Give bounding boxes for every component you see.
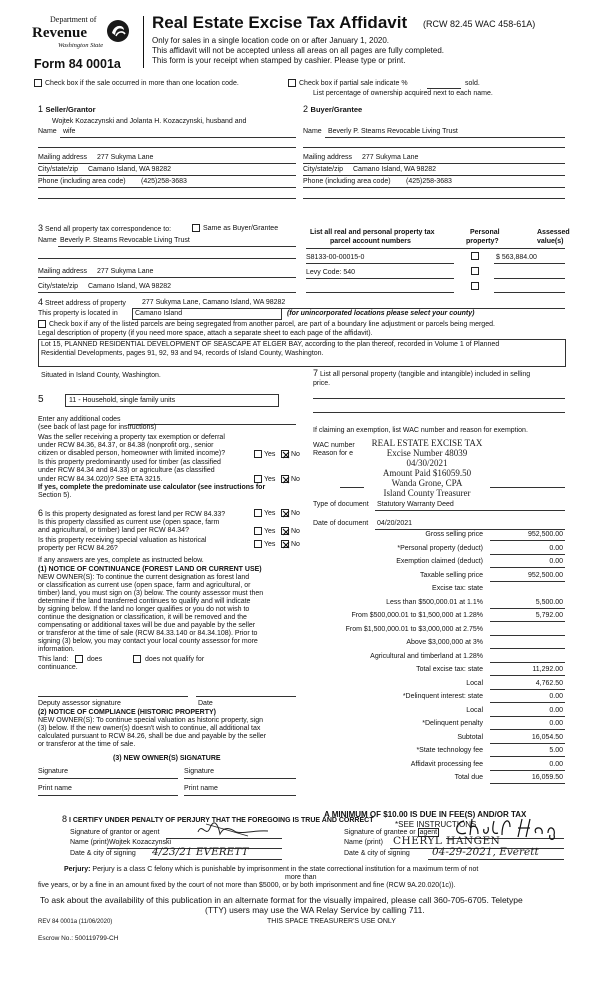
s3-name-value[interactable]: Beverly P. Stearns Revocable Living Trust (60, 237, 190, 244)
section3-heading: 3 Send all property tax correspondence to: (38, 223, 172, 233)
n2-l3: or transferor at the time of sale. (38, 741, 136, 748)
calc-value[interactable]: 11,292.00 (532, 666, 563, 673)
perjury-line3: five years, or by a fine in an amount fixed by the court of not more than $5000, or by both imprisonment and fine (RCW 9A.20.020(1c)). (38, 882, 456, 889)
seller-city-label: City/state/zip (38, 166, 79, 173)
rev-label: REV 84 0001a (11/06/2020) (38, 919, 113, 925)
q2e: Section 5). (38, 492, 72, 499)
grantor-signature-icon (196, 820, 270, 840)
land-does-checkbox[interactable] (75, 655, 83, 663)
notice1-heading: (1) NOTICE OF CONTINUANCE (FOREST LAND OR CURRENT USE) (38, 566, 262, 573)
location-select[interactable] (132, 308, 282, 320)
check-icon (282, 510, 290, 518)
buyer-heading: 2 Buyer/Grantee (303, 104, 363, 114)
q2b: under RCW 84.34 and 84.33) or agriculture (as classified (38, 467, 215, 474)
swirl-logo-icon (106, 18, 130, 44)
calc-label: Taxable selling price (419, 571, 483, 579)
s3-mail-label: Mailing address (38, 268, 88, 275)
certify-heading: 8 I CERTIFY UNDER PENALTY OF PERJURY THAT THE FOREGOING IS TRUE AND CORRECT (62, 814, 374, 824)
see-instructions: *SEE INSTRUCTIONS (395, 820, 477, 829)
check-icon (282, 541, 290, 549)
doc-date-label: Date of document (313, 520, 369, 527)
forest-no-label: No (291, 510, 300, 517)
calc-label: Subtotal (457, 733, 483, 741)
seller-phone-label: Phone (including area code) (38, 178, 126, 185)
partial-percent-field[interactable] (427, 88, 461, 89)
grantor-date-value[interactable]: 4/23/21 EVERETT (152, 846, 249, 858)
legal-line1: Lot 15, PLANNED RESIDENTIAL DEVELOPMENT OF SEASCAPE AT ELGER BAY, according to the plan thereof, recorded in Volume 1 of Planned (41, 341, 500, 348)
s6-q2a: Is this property classified as current use (open space, farm (38, 519, 220, 526)
s3-city-label: City/state/zip (38, 283, 79, 290)
n1-l1: or classification as current use (open space, farm and agricultural, or (38, 582, 251, 589)
personal-2-checkbox[interactable] (471, 267, 479, 275)
segregated-checkbox[interactable] (38, 320, 46, 328)
calc-value[interactable]: 5,792.00 (535, 612, 563, 619)
n2-l2: calculated pursuant to RCW 84.26, shall be due and payable by the seller (38, 733, 267, 740)
timber-no-checkbox[interactable] (281, 475, 289, 483)
this-land-label: This land: (38, 656, 69, 663)
parcel-1[interactable]: S8133-00-00015-0 (306, 254, 365, 261)
calc-label: From $1,500,000.01 to $3,000,000 at 2.75% (345, 625, 483, 633)
calc-label: Above $3,000,000 at 3% (406, 639, 483, 646)
land-use-select[interactable] (65, 394, 279, 407)
multi-location-checkbox[interactable] (34, 79, 42, 87)
perjury-line1: Perjury: Perjury is a class C felony which is punishable by imprisonment in the state correctional institution for a maximum term of not (64, 866, 479, 873)
stamp-l1: Excise Number 48039 (386, 448, 468, 458)
doc-date-value[interactable]: 04/20/2021 (377, 520, 413, 527)
s6-q2b: and agricultural, or timber) land per RCW 84.34? (38, 527, 189, 534)
calc-value[interactable]: 952,500.00 (527, 571, 563, 579)
seller-phone-value[interactable]: (425)258-3683 (141, 178, 187, 185)
grantor-sig-label: Signature of grantor or agent (70, 829, 160, 836)
ask-line2: (TTY) users may use the WA Relay Service by calling 711. (205, 905, 425, 915)
treasurer-use-label: THIS SPACE TREASURER'S USE ONLY (267, 918, 396, 925)
assessed-1[interactable]: $ 563,884.00 (496, 254, 537, 261)
partial-sale-checkbox[interactable] (288, 79, 296, 87)
seller-mail-value[interactable]: 277 Sukyma Lane (97, 154, 154, 161)
historic-yes-label: Yes (264, 541, 276, 548)
deputy-label: Deputy assessor signature (38, 700, 121, 707)
perjury-line2: more than (285, 874, 317, 881)
forest-yes-checkbox[interactable] (254, 509, 262, 517)
treasurer-stamp (358, 438, 496, 498)
calc-value[interactable]: 5,500.00 (535, 598, 563, 606)
calc-label: Excise tax: state (432, 585, 483, 592)
check-icon (282, 451, 290, 459)
check-icon (282, 528, 290, 536)
exempt-yes-label: Yes (264, 451, 276, 458)
calc-label: Local (466, 706, 483, 714)
timber-yes-checkbox[interactable] (254, 475, 262, 483)
land-use-value: 11 - Household, single family units (69, 396, 176, 404)
legal-label: Legal description of property (if you need more space, attach a separate sheet to each page of the affidavit). (38, 330, 373, 337)
escrow-number: Escrow No.: 500119799-CH (38, 935, 119, 942)
grantee-name-value[interactable]: CHERYL HANGEN (393, 835, 501, 847)
calc-label: *Delinquent interest: state (402, 693, 483, 700)
grantee-date-value[interactable]: 04-29-2021, Everett (432, 846, 539, 858)
stamp-l4: Wanda Grone, CPA (391, 478, 463, 488)
land-does-not-checkbox[interactable] (133, 655, 141, 663)
current-use-no-checkbox[interactable] (281, 527, 289, 535)
grantee-name-label: Name (print) (344, 839, 383, 846)
timber-no-label: No (291, 476, 300, 483)
segregated-label: Check box if any of the listed parcels are being segregated from another parcel, are part of a boundary line adjustment or parcels being merged. (49, 321, 495, 328)
reason-label: Reason for e (313, 450, 354, 457)
timber-yes-label: Yes (264, 476, 276, 483)
codes-label2: (see back of last page for instructions) (38, 424, 157, 431)
seller-city-value[interactable]: Camano Island, WA 98282 (88, 166, 172, 173)
calc-value[interactable]: 0.00 (549, 558, 563, 565)
buyer-mail-value[interactable]: 277 Sukyma Lane (362, 154, 419, 161)
form-number: Form 84 0001a (34, 57, 121, 71)
n1-l4: by signing below. If the land no longer qualifies or you do not wish to (38, 606, 250, 613)
calc-label: Exemption claimed (deduct) (396, 558, 483, 565)
calc-value[interactable]: 0.00 (549, 760, 563, 768)
calc-value[interactable]: 16,059.50 (531, 774, 563, 781)
partial-list-label: List percentage of ownership acquired next to each name. (313, 90, 493, 97)
calc-value[interactable]: 4,762.50 (535, 679, 563, 687)
levy-code[interactable]: Levy Code: 540 (306, 269, 356, 276)
same-as-buyer-label: Same as Buyer/Grantee (203, 225, 279, 232)
dor-logo (32, 14, 142, 58)
s6-instr: If any answers are yes, complete as instructed below. (38, 557, 204, 564)
parcel-head2: parcel account numbers (330, 238, 411, 245)
personal-head2: property? (466, 238, 499, 245)
form-title: Real Estate Excise Tax Affidavit (152, 13, 408, 32)
calc-value[interactable]: 0.00 (549, 693, 563, 700)
buyer-city-label: City/state/zip (303, 166, 344, 173)
located-label: This property is located in (38, 310, 118, 317)
wac-label: WAC number (313, 442, 355, 449)
exempt-yes-checkbox[interactable] (254, 450, 262, 458)
current-use-yes-label: Yes (264, 528, 276, 535)
exempt-no-checkbox[interactable] (281, 450, 289, 458)
calc-label: Affidavit processing fee (410, 760, 483, 768)
n1-l7: or transferor at the time of sale (RCW 84.33.140 or 84.34.108). Prior to (38, 630, 258, 637)
grantee-date-label: Date & city of signing (344, 850, 410, 857)
seller-mail-label: Mailing address (38, 154, 88, 161)
deputy-date-label: Date (198, 700, 213, 707)
forest-no-checkbox[interactable] (281, 509, 289, 517)
buyer-name-value[interactable]: Beverly P. Stearns Revocable Living Trust (328, 128, 458, 135)
minimum-note: A MINIMUM OF $10.00 IS DUE IN FEE(S) AND/OR TAX (324, 810, 527, 819)
s6-q3b: property per RCW 84.26? (38, 545, 118, 552)
grantee-sig-label: Signature of grantee or agent (344, 829, 438, 836)
multi-location-label: Check box if the sale occurred in more than one location code. (45, 80, 239, 87)
stamp-l0: REAL ESTATE EXCISE TAX (371, 438, 483, 448)
q2d: If yes, complete the predominate use calculator (see instructions for (38, 484, 266, 491)
land-does-not-label: does not qualify for (145, 656, 205, 663)
personal-head: Personal (470, 229, 500, 236)
s6-q1: 6 Is this property designated as forest land per RCW 84.33? (38, 508, 226, 518)
grantor-date-label: Date & city of signing (70, 850, 136, 857)
calc-label: Local (466, 679, 483, 687)
seller-name-value[interactable]: wife (63, 128, 76, 135)
s3-city-value[interactable]: Camano Island, WA 98282 (88, 283, 172, 290)
assessed-head2: value(s) (537, 238, 564, 245)
unincorporated-note: (for unincorporated locations please select your county) (287, 310, 475, 317)
calc-label: Total due (454, 774, 483, 781)
n1-l6: compensating or additional taxes will be due and payable by the seller (38, 622, 256, 629)
owner-print1-label: Print name (38, 785, 72, 792)
calc-label: Gross selling price (425, 531, 483, 538)
location-select-value: Camano Island (135, 310, 183, 317)
calc-label: Less than $500,000.01 at 1.1% (386, 598, 483, 606)
seller-name-line1: Wojtek Kozaczynski and Jolanta H. Kozaczynski, husband and (52, 118, 247, 125)
calc-label: *State technology fee (416, 747, 483, 754)
ask-line1: To ask about the availability of this publication in an alternate format for the visually impaired, please call 360-705-6705. Teletype (40, 895, 523, 905)
street-label: 4 Street address of property (38, 297, 126, 307)
codes-label: Enter any additional codes (38, 416, 121, 423)
owner-sig2-label: Signature (184, 768, 214, 775)
logo-state: Washington State (58, 42, 104, 49)
calc-value[interactable]: 0.00 (549, 544, 563, 552)
stamp-l5: Island County Treasurer (383, 488, 471, 498)
stamp-l3: Amount Paid $16059.50 (382, 468, 472, 478)
calc-label: Agricultural and timberland at 1.28% (370, 652, 483, 660)
buyer-mail-label: Mailing address (303, 154, 353, 161)
q1a: Was the seller receiving a property tax exemption or deferral (38, 434, 225, 441)
q1b: under RCW 84.36, 84.37, or 84.38 (nonprofit org., senior (38, 442, 214, 449)
q2a: Is this property predominantly used for timber (as classified (38, 459, 221, 466)
n1-l5: continue the designation or classification, it will be removed and the (38, 614, 247, 621)
calculation-table (300, 531, 565, 815)
q1c: citizen or disabled person, homeowner with limited income)? (38, 450, 226, 457)
exempt-label: If claiming an exemption, list WAC number and reason for exemption. (313, 427, 528, 434)
n1-l3: determine if the land transferred continues to qualify and will indicate (38, 598, 251, 605)
n1-l9: information. (38, 646, 75, 653)
q2c: under RCW 84.34.020)? See ETA 3215. (38, 476, 163, 483)
n2-l1: (3) below. If the new owner(s) doesn't wish to continue, all additional tax (38, 725, 261, 732)
owner-print2-label: Print name (184, 785, 218, 792)
calc-value[interactable]: 952,500.00 (527, 531, 563, 538)
logo-dept: Department of (50, 15, 97, 24)
buyer-phone-label: Phone (including area code) (303, 178, 391, 185)
header-sub1: Only for sales in a single location code on or after January 1, 2020. (152, 36, 390, 45)
check-icon (282, 476, 290, 484)
personal-1-checkbox[interactable] (471, 252, 479, 260)
stamp-l2: 04/30/2021 (406, 458, 448, 468)
doc-type-value[interactable]: Statutory Warranty Deed (377, 501, 454, 508)
parcel-head: List all real and personal property tax (310, 229, 435, 236)
s3-name-label: Name (38, 237, 57, 244)
calc-label: *Personal property (deduct) (397, 544, 483, 552)
s3-mail-value[interactable]: 277 Sukyma Lane (97, 268, 154, 275)
doc-type-label: Type of document (313, 501, 369, 508)
form-rcw: (RCW 82.45 WAC 458-61A) (423, 19, 536, 29)
current-use-no-label: No (291, 528, 300, 535)
notice3-heading: (3) NEW OWNER(S) SIGNATURE (113, 755, 221, 762)
historic-yes-checkbox[interactable] (254, 540, 262, 548)
n1-l8: signing (3) below, you may contact your local county assessor for more (38, 638, 258, 645)
n1-l0: NEW OWNER(S): To continue the current designation as forest land (38, 574, 250, 581)
s7-heading2: price. (313, 380, 331, 387)
legal-line2: Residential Developments, pages 91, 92, 93 and 94, records of Island County, Washington. (41, 350, 324, 357)
current-use-yes-checkbox[interactable] (254, 527, 262, 535)
owner-sig1-label: Signature (38, 768, 68, 775)
logo-revenue: Revenue (32, 25, 87, 41)
buyer-city-value[interactable]: Camano Island, WA 98282 (353, 166, 437, 173)
s7-heading: 7 List all personal property (tangible and intangible) included in selling (313, 368, 531, 378)
legal-line3: Situated in Island County, Washington. (41, 372, 161, 379)
continuance-label: continuance. (38, 664, 78, 671)
calc-value[interactable]: 5.00 (549, 747, 563, 754)
buyer-phone-value[interactable]: (425)258-3683 (406, 178, 452, 185)
same-as-buyer-checkbox[interactable] (192, 224, 200, 232)
grantor-name-value[interactable]: Wojtek Kozaczynski (109, 839, 172, 846)
calc-value[interactable]: 0.00 (549, 706, 563, 714)
s6-q3a: Is this property receiving special valuation as historical (38, 537, 207, 544)
calc-label: Total excise tax: state (416, 666, 483, 673)
historic-no-checkbox[interactable] (281, 540, 289, 548)
seller-heading: 1 Seller/Grantor (38, 104, 96, 114)
partial-sold-label: sold. (465, 80, 480, 87)
seller-name-label: Name (38, 128, 57, 135)
n2-l0: NEW OWNER(S): To continue special valuation as historic property, sign (38, 717, 263, 724)
forest-yes-label: Yes (264, 510, 276, 517)
land-does-label: does (87, 656, 103, 663)
assessed-head: Assessed (537, 229, 570, 236)
header-sub3: This form is your receipt when stamped by cashier. Please type or print. (152, 56, 406, 65)
street-value[interactable]: 277 Sukyma Lane, Camano Island, WA 98282 (142, 299, 286, 306)
calc-value[interactable]: 16,054.50 (531, 733, 563, 741)
grantor-name-label: Name (print) (70, 839, 109, 846)
notice2-heading: (2) NOTICE OF COMPLIANCE (HISTORIC PROPERTY) (38, 709, 216, 716)
buyer-name-label: Name (303, 128, 322, 135)
historic-no-label: No (291, 541, 300, 548)
calc-label: From $500,000.01 to $1,500,000 at 1.28% (351, 612, 483, 619)
s5-num: 5 (38, 394, 44, 405)
partial-sale-label: Check box if partial sale indicate % (299, 80, 408, 87)
calc-value[interactable]: 0.00 (549, 720, 563, 727)
exempt-no-label: No (291, 451, 300, 458)
personal-3-checkbox[interactable] (471, 282, 479, 290)
n1-l2: timber) land, you must sign on (3) below. The county assessor must then (38, 590, 264, 597)
header-sub2: This affidavit will not be accepted unless all areas on all pages are fully completed. (152, 46, 445, 55)
calc-label: *Delinquent penalty (422, 720, 483, 727)
